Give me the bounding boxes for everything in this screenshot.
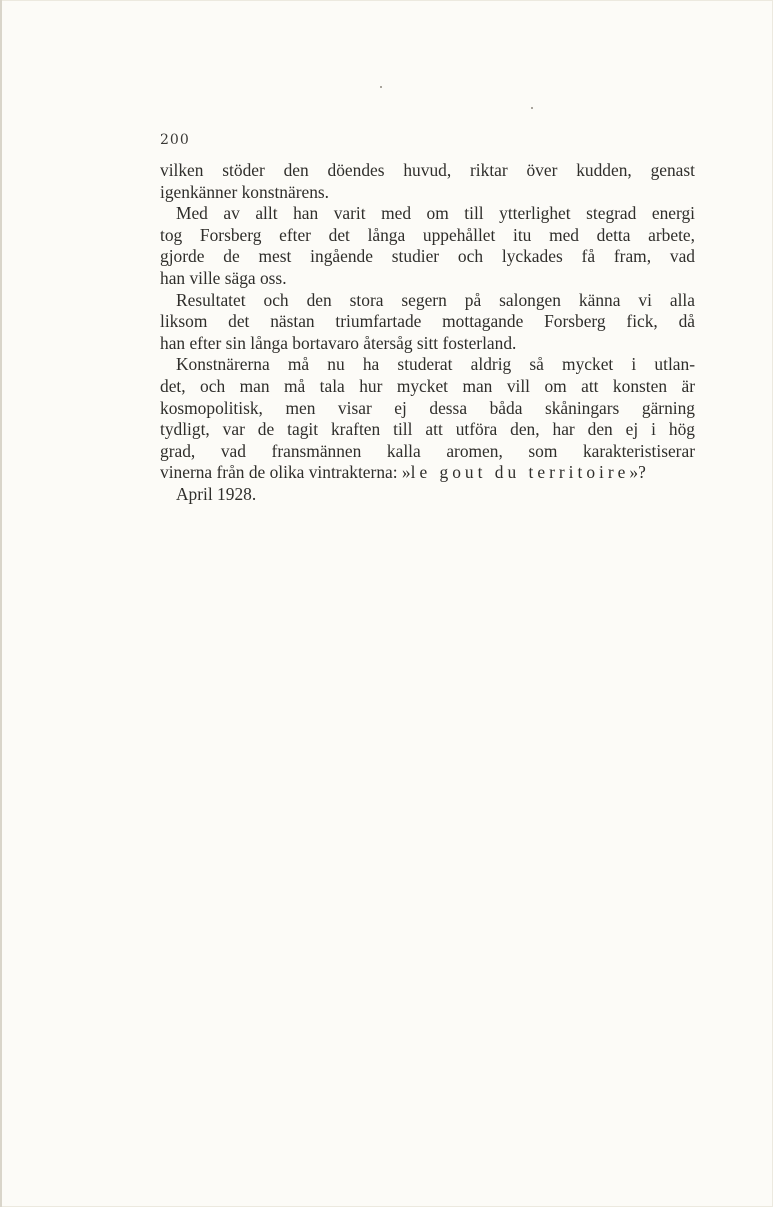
text-line: kosmopolitisk, men visar ej dessa båda skåningars gärning [160,397,695,418]
final-line-lead: vinerna från de olika vintrakterna: » [160,462,411,483]
text-line: det, och man må tala hur mycket man vill om att konsten är [160,375,695,396]
text-line: igenkänner konstnärens. [160,181,330,202]
final-line-trail: »? [629,462,646,483]
text-line: tog Forsberg efter det långa uppehållet itu med detta arbete, [160,224,695,245]
page-edge [0,0,2,1207]
text-line: han ville säga oss. [160,267,287,288]
text-line: han efter sin långa bortavaro återsåg sitt fosterland. [160,332,517,353]
page-number: 200 [160,132,190,148]
spaced-quote: le gout du territoire [410,462,630,483]
text-line: Konstnärerna må nu ha studerat aldrig så mycket i utlan- [176,354,695,375]
text-line: Med av allt han varit med om till ytterlighet stegrad energi [176,203,695,224]
text-line-final [160,462,695,484]
text-line: tydligt, var de tagit kraften till att utföra den, har den ej i hög [160,419,695,440]
paper-speck [380,86,382,88]
text-line: liksom det nästan triumfartade mottagande Forsberg fick, då [160,311,695,332]
text-line: grad, vad fransmännen kalla aromen, som karakteristiserar [160,440,695,461]
text-line: gjorde de mest ingående studier och lyckades få fram, vad [160,246,695,267]
text-line: Resultatet och den stora segern på salongen känna vi alla [176,289,695,310]
text-line: vilken stöder den döendes huvud, riktar över kudden, genast [160,160,695,180]
body-text [160,160,695,506]
paper-speck [531,107,533,109]
dateline: April 1928. [176,483,257,504]
